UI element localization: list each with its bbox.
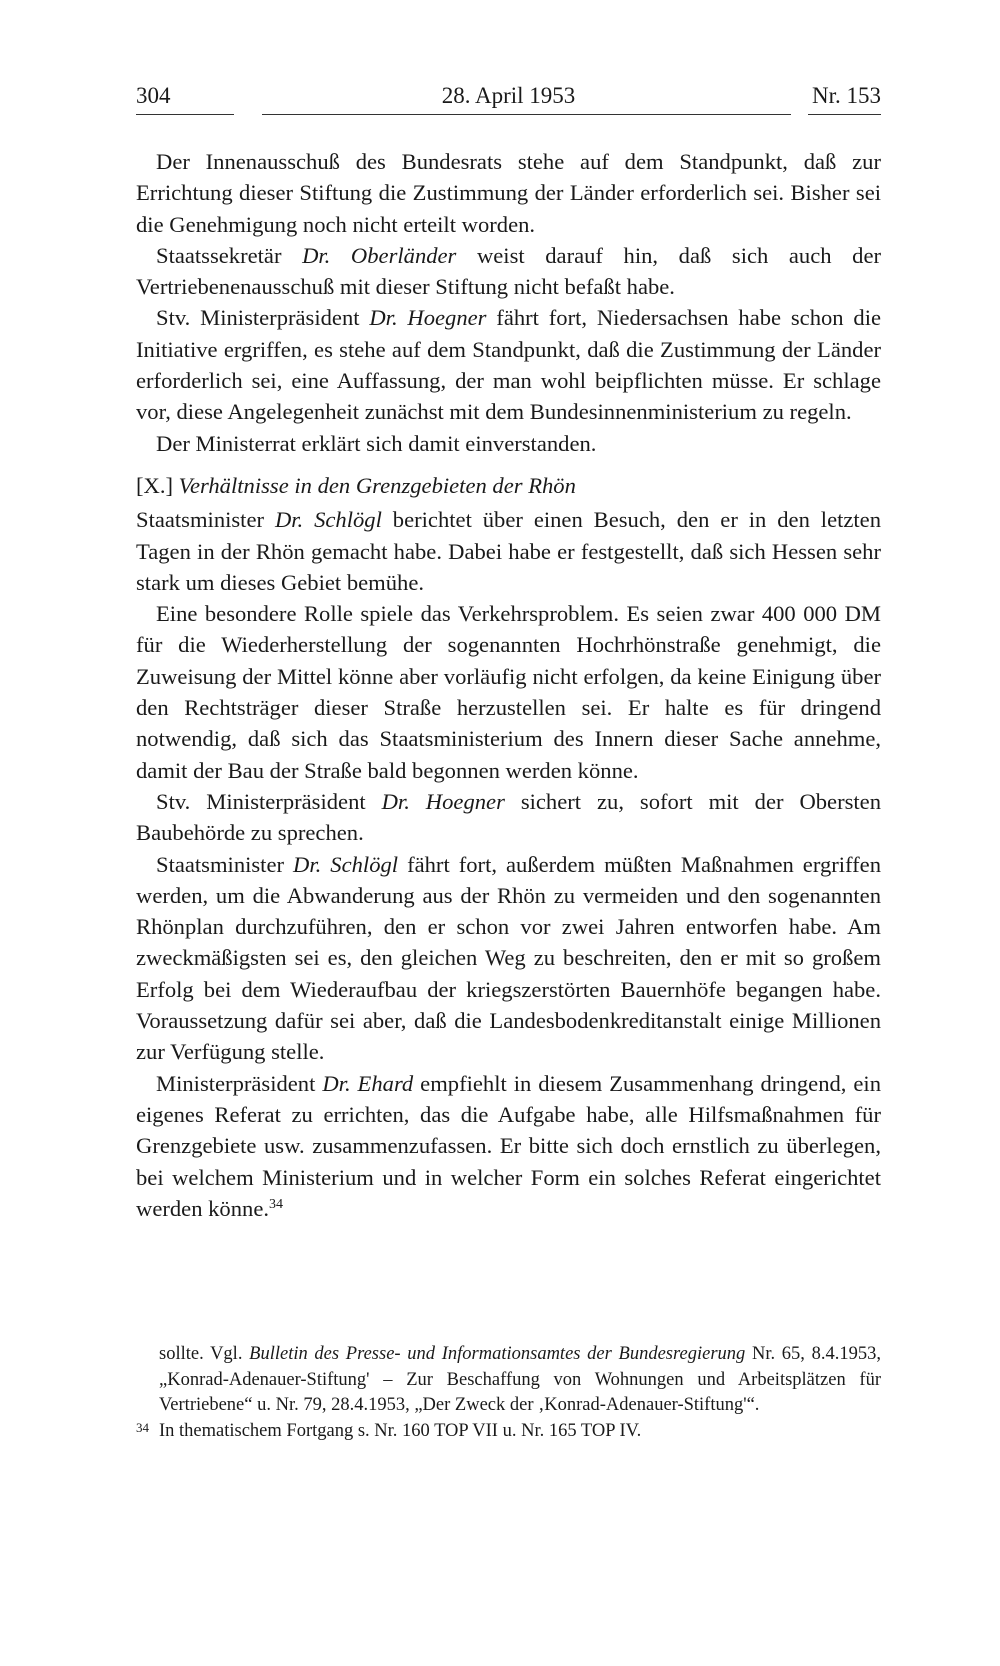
paragraph (136, 302, 881, 427)
person-name: Dr. Schlögl (274, 507, 382, 533)
footnote-text: sollte. Vgl. (159, 1344, 250, 1364)
paragraph (136, 849, 881, 1068)
paragraph-text: Staatsminister (136, 507, 275, 533)
page-number: 304 (136, 83, 171, 108)
header-date: 28. April 1953 (441, 83, 576, 108)
paragraph-text: Stv. Ministerpräsident (156, 305, 370, 331)
footnotes (136, 1342, 881, 1444)
paragraph-text: fährt fort, Niedersachsen habe schon die Initiative ergriffen, es stehe auf dem Standpunkt, daß die Zustimmung der Länder erforderlich sei, eine Auffassung, der man wohl beipflichten müsse. Er schlage vor, diese Angelegenheit zunächst mit dem Bundesinnenministerium zu regeln. (136, 305, 882, 425)
paragraph-text: empfiehlt in diesem Zusammenhang dringend, ein eigenes Referat zu errichten, das die Aufgabe habe, alle Hilfsmaßnahmen für Grenzgebiete usw. zusammenzufassen. Er bitte sich doch ernstlich zu überlegen, bei welchem Ministerium und in welcher Form ein solches Referat eingerichtet werden könne. (136, 1070, 881, 1221)
paragraph-text: Stv. Ministerpräsident (156, 788, 382, 814)
footnote-34 (136, 1419, 881, 1445)
footnote-number: 34 (136, 1419, 149, 1435)
main-text (136, 146, 881, 1224)
paragraph-text: sichert zu, sofort mit der Obersten Baubehörde zu sprechen. (136, 788, 882, 846)
protocol-number: Nr. 153 (812, 83, 881, 108)
paragraph: Der Ministerrat erklärt sich damit einverstanden. (156, 430, 597, 456)
running-header (136, 80, 881, 118)
paragraph (136, 1068, 881, 1224)
footnote-continuation (159, 1342, 881, 1419)
paragraph-text: weist darauf hin, daß sich auch der Vertriebenenausschuß mit dieser Stiftung nicht befaßt habe. (136, 242, 881, 300)
paragraph-text: berichtet über einen Besuch, den er in den letzten Tagen in der Rhön gemacht habe. Dabei habe er festgestellt, daß sich Hessen sehr stark um dieses Gebiet bemühe. (136, 507, 882, 595)
paragraph-text: fährt fort, außerdem müßten Maßnahmen ergriffen werden, um die Abwanderung aus der Rhön zu vermeiden und den sogenannten Rhönplan durchzuführen, den er schon vor zwei Jahren entworfen habe. Am zweckmäßigsten sei es, den gleichen Weg zu beschreiten, den er mit so großem Erfolg bei dem Wiederaufbau der kriegszerstörten Bauernhöfe begangen habe. Voraussetzung dafür sei aber, daß die Landesbodenkreditanstalt einige Millionen zur Verfügung stelle. (136, 851, 882, 1065)
paragraph (136, 504, 881, 598)
section-title: Verhältnisse in den Grenzgebieten der Rhön (178, 472, 576, 498)
publication-title: Bulletin des Presse- und Informationsamtes der Bundesregierung (249, 1344, 746, 1364)
person-name: Dr. Oberländer (302, 242, 457, 268)
paragraph: Eine besondere Rolle spiele das Verkehrsproblem. Es seien zwar 400 000 DM für die Wiederherstellung der sogenannten Hochrhönstraße genehmigt, die Zuweisung der Mittel könne aber vorläufig nicht erfolgen, da keine Einigung über den Rechtsträger dieser Straße herzustellen sei. Er halte es für dringend notwendig, daß sich das Staatsministerium des Innern dieser Sache annehme, damit der Bau der Straße bald begonnen werden könne. (136, 601, 881, 783)
paragraph: Der Innenausschuß des Bundesrats stehe auf dem Standpunkt, daß zur Errichtung dieser Stiftung die Zustimmung der Länder erforderlich sei. Bisher sei die Genehmigung noch nicht erteilt worden. (136, 149, 881, 237)
header-rule-left (136, 114, 234, 115)
person-name: Dr. Hoegner (369, 305, 487, 331)
header-rule-right (808, 114, 881, 115)
person-name: Dr. Hoegner (381, 788, 505, 814)
footnote-text: Nr. 65, 8.4.1953, „Konrad-Adenauer-Stiftung' – Zur Beschaffung von Wohnungen und Arbeitsplätzen für Vertriebene“ u. Nr. 79, 28.4.1953, „Der Zweck der ‚Konrad-Adenauer-Stiftung'“. (159, 1344, 882, 1415)
footnote-text: In thematischem Fortgang s. Nr. 160 TOP VII u. Nr. 165 TOP IV. (159, 1420, 642, 1441)
paragraph-text: Ministerpräsident (156, 1070, 323, 1096)
paragraph (136, 786, 881, 849)
header-rule-center (262, 114, 791, 115)
section-number: [X.] (136, 472, 179, 498)
paragraph-text: Staatsminister (156, 851, 294, 877)
person-name: Dr. Ehard (322, 1070, 414, 1096)
footnote-reference[interactable]: 34 (269, 1196, 284, 1212)
paragraph-text: Staatssekretär (156, 242, 303, 268)
section-heading (136, 470, 881, 501)
person-name: Dr. Schlögl (293, 851, 399, 877)
paragraph (136, 240, 881, 303)
